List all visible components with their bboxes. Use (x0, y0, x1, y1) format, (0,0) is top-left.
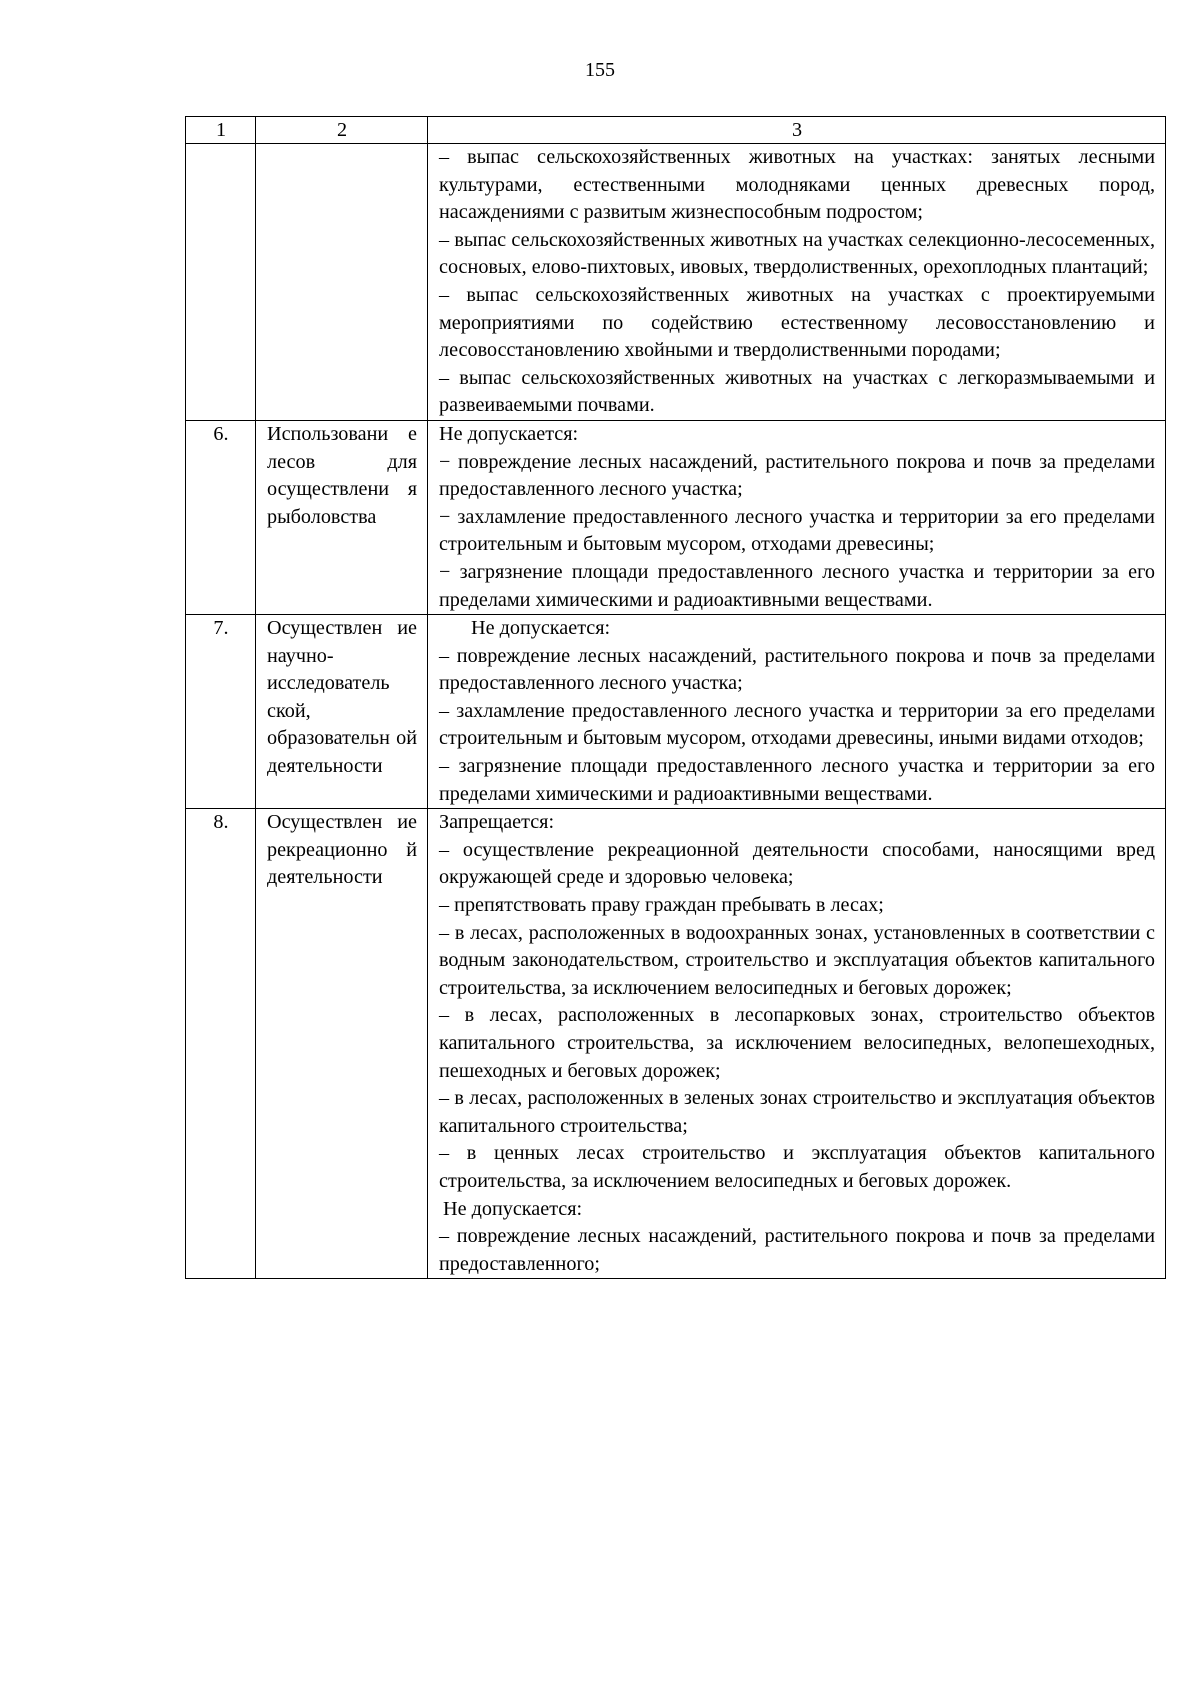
row-number: 7. (186, 615, 256, 809)
row-restrictions (428, 809, 1166, 1279)
table-row (186, 809, 1166, 1279)
restriction-item: − захламление предоставленного лесного участка и территории за его пределами строительным и бытовым мусором, отходами древесины; (439, 505, 1155, 556)
restriction-item: – в ценных лесах строительство и эксплуатация объектов капитального строительства, за исключением велосипедных и беговых дорожек. (439, 1142, 1155, 1192)
restriction-item: – препятствовать праву граждан пребывать в лесах; (439, 894, 884, 917)
restriction-item: – повреждение лесных насаждений, растительного покрова и почв за пределами предоставленного; (439, 1225, 1155, 1275)
row-restrictions (428, 615, 1166, 809)
row-number (186, 144, 256, 421)
row-activity-name (256, 144, 428, 421)
header-col-1: 1 (186, 117, 256, 144)
row-restrictions (428, 144, 1166, 421)
restriction-item: – выпас сельскохозяйственных животных на участках селекционно-лесосеменных, сосновых, елово-пихтовых, ивовых, твердолиственных, орехоплодных плантаций; (439, 228, 1155, 279)
row-restrictions (428, 420, 1166, 614)
restriction-item: – осуществление рекреационной деятельности способами, наносящими вред окружающей среде и здоровью человека; (439, 838, 1155, 889)
restriction-item: – повреждение лесных насаждений, растительного покрова и почв за пределами предоставленного лесного участка; (439, 644, 1155, 695)
row-activity-name: Осуществлен ие рекреационно й деятельности (256, 809, 428, 1279)
row-activity-name: Использовани е лесов для осуществлени я рыболовства (256, 420, 428, 614)
table-header-row (186, 117, 1166, 144)
row-number: 6. (186, 420, 256, 614)
restriction-item: – загрязнение площади предоставленного лесного участка и территории за его пределами химическими и радиоактивными веществами. (439, 755, 1155, 805)
restriction-heading: Не допускается: (439, 422, 579, 445)
row-number: 8. (186, 809, 256, 1279)
restriction-item: – захламление предоставленного лесного участка и территории за его пределами строительным и бытовым мусором, отходами древесины, иными видами отходов; (439, 699, 1155, 750)
restriction-item: – выпас сельскохозяйственных животных на участках с проектируемыми мероприятиями по содействию естественному лесовосстановлению и лесовосстановлению хвойными и твердолиственными породами; (439, 283, 1155, 362)
restriction-heading: Не допускается: (471, 617, 611, 640)
restriction-item: – выпас сельскохозяйственных животных на участках с легкоразмываемыми и развеиваемыми почвами. (439, 366, 1155, 417)
restriction-item: − повреждение лесных насаждений, растительного покрова и почв за пределами предоставленного лесного участка; (439, 450, 1155, 501)
table-row (186, 144, 1166, 421)
restriction-item: – выпас сельскохозяйственных животных на участках: занятых лесными культурами, естественными молодняками ценных древесных пород, насаждениями с развитым жизнеспособным подростом; (439, 146, 1155, 224)
page-number: 155 (585, 59, 615, 81)
restriction-item: – в лесах, расположенных в водоохранных зонах, установленных в соответствии с водным законодательством, строительство и эксплуатация объектов капитального строительства, за исключением велосипедных и беговых дорожек; (439, 921, 1155, 999)
table-row (186, 615, 1166, 809)
table-row (186, 420, 1166, 614)
restriction-item: – в лесах, расположенных в зеленых зонах строительство и эксплуатация объектов капитального строительства; (439, 1087, 1155, 1137)
restriction-item: – в лесах, расположенных в лесопарковых зонах, строительство объектов капитального строительства, за исключением велосипедных, велопешеходных, пешеходных и беговых дорожек; (439, 1004, 1155, 1082)
restriction-heading: Запрещается: (439, 811, 555, 834)
restriction-heading: Не допускается: (443, 1197, 583, 1220)
row-activity-name: Осуществлен ие научно-исследователь ской, образовательн ой деятельности (256, 615, 428, 809)
header-col-2: 2 (256, 117, 428, 144)
restriction-item: − загрязнение площади предоставленного лесного участка и территории за его пределами химическими и радиоактивными веществами. (439, 560, 1155, 611)
header-col-3: 3 (428, 117, 1166, 144)
regulations-table (185, 116, 1166, 1279)
